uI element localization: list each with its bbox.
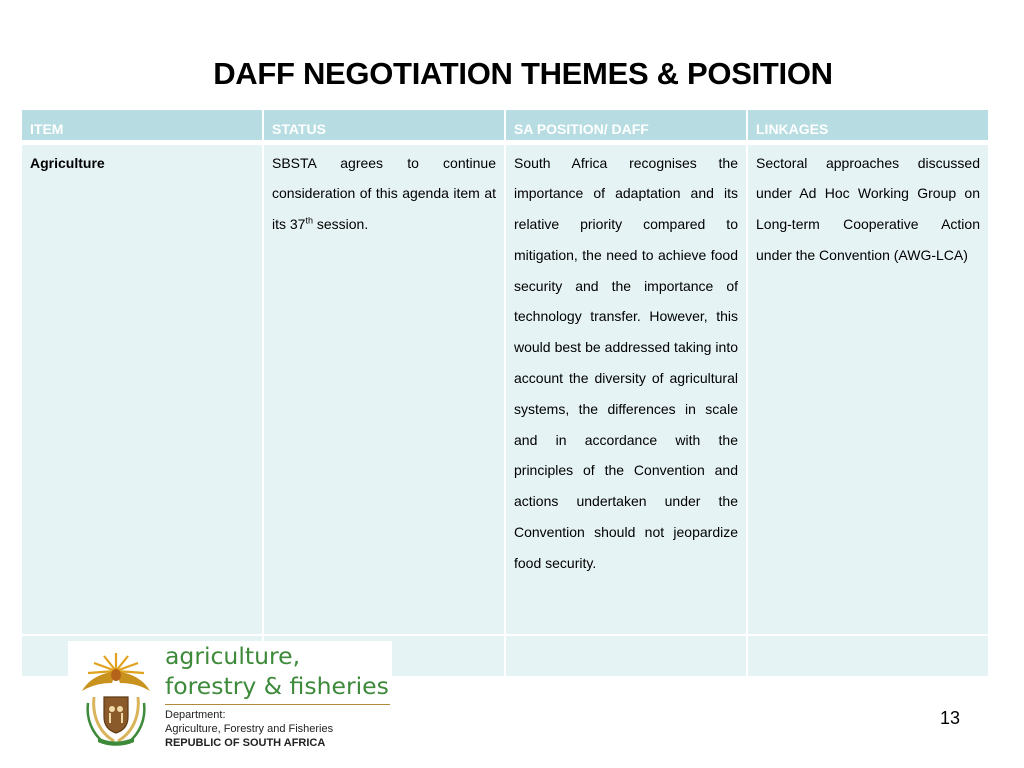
- brand-line-2: forestry & fisheries: [165, 672, 389, 700]
- brand-line-1: agriculture,: [165, 642, 301, 670]
- header-item: ITEM: [21, 109, 263, 142]
- table-header-row: [21, 109, 989, 142]
- header-status: STATUS: [263, 109, 505, 142]
- cell-empty: [747, 635, 989, 677]
- department-name: [165, 708, 333, 750]
- table-row: [21, 142, 989, 635]
- brand-name: [165, 641, 389, 701]
- cell-sa-position: South Africa recognises the importance of adaptation and its relative priority compared to mitigation, the need to achieve food security and the importance of technology transfer. However, this would best be addressed taking into account the diversity of agricultural systems, the differences in scale and in accordance with the principles of the Convention and actions undertaken under the Convention should not jeopardize food security.: [505, 142, 747, 635]
- cell-empty: [505, 635, 747, 677]
- page-number: 13: [940, 708, 961, 728]
- dept-line-2: Agriculture, Forestry and Fisheries: [165, 723, 334, 735]
- cell-item: [21, 142, 263, 635]
- header-sa-position: SA POSITION/ DAFF: [505, 109, 747, 142]
- cell-status: [263, 142, 505, 635]
- header-linkages: LINKAGES: [747, 109, 989, 142]
- slide-title: DAFF NEGOTIATION THEMES & POSITION: [213, 56, 833, 91]
- status-superscript: th: [305, 215, 313, 226]
- status-tail: session.: [312, 216, 369, 233]
- item-text: Agriculture: [30, 154, 105, 171]
- cell-linkages: Sectoral approaches discussed under Ad Hoc Working Group on Long-term Cooperative Action under the Convention (AWG-LCA): [747, 142, 989, 635]
- negotiation-table: [20, 108, 988, 678]
- dept-line-3: REPUBLIC OF SOUTH AFRICA: [165, 737, 326, 749]
- department-logo: [68, 641, 392, 751]
- brand-divider: [165, 704, 390, 705]
- status-text: SBSTA agrees to continue consideration of this agenda item at its 37: [272, 154, 496, 233]
- dept-line-1: Department:: [165, 709, 226, 721]
- south-africa-coat-of-arms-icon: [74, 647, 158, 747]
